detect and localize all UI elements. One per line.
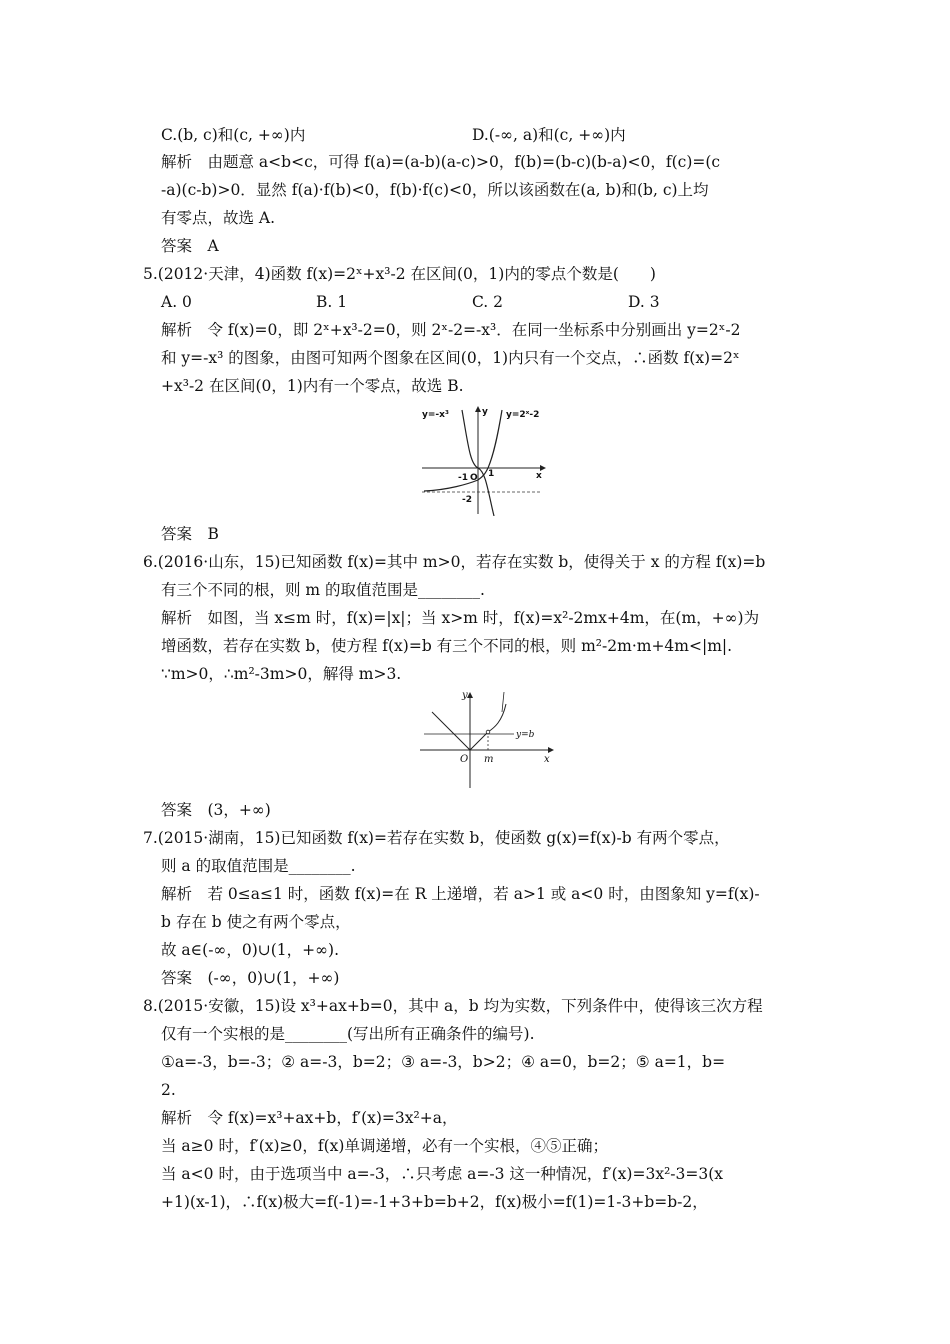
- q6-stem-line: 6.(2016·山东，15)已知函数 f(x)=其中 m>0，若存在实数 b，使得关于 x 的方程 f(x)=b: [143, 553, 766, 571]
- q4-option-d: D.(-∞, a)和(c, +∞)内: [472, 126, 626, 144]
- label-exp: y=2ˣ-2: [506, 410, 540, 420]
- q7-answer: 答案 (-∞，0)∪(1，+∞): [161, 969, 340, 987]
- label-y-b: y=b: [516, 730, 535, 740]
- q6-answer: 答案 (3，+∞): [161, 801, 271, 819]
- quad-lead: [502, 692, 504, 712]
- q7-stem-line: 则 a 的取值范围是________.: [161, 857, 356, 875]
- y-axis-label: y: [462, 690, 468, 701]
- q8-stem-line: 8.(2015·安徽，15)设 x³+ax+b=0，其中 a，b 均为实数，下列条件中，使得该三次方程: [143, 997, 763, 1015]
- q6-figure: [418, 690, 558, 790]
- q7-analysis-line: 解析 若 0≤a≤1 时，函数 f(x)=在 R 上递增，若 a>1 或 a<0 时，由图象知 y=f(x)-: [161, 885, 760, 903]
- q5-option-d: D. 3: [628, 293, 660, 311]
- q4-analysis-line: -a)(c-b)>0．显然 f(a)·f(b)<0，f(b)·f(c)<0，所以该函数在(a, b)和(b, c)上均: [161, 181, 709, 199]
- q5-analysis-line: 和 y=-x³ 的图象，由图可知两个图象在区间(0，1)内只有一个交点，∴函数 f(x)=2ˣ: [161, 349, 740, 367]
- q8-analysis-line: +1)(x-1)，∴f(x)极大=f(-1)=-1+3+b=b+2，f(x)极小=f(1)=1-3+b=b-2，: [161, 1193, 708, 1211]
- q4-analysis-line: 解析 由题意 a<b<c，可得 f(a)=(a-b)(a-c)>0，f(b)=(b-c)(b-a)<0，f(c)=(c: [161, 153, 721, 171]
- q5-analysis-line: 解析 令 f(x)=0，即 2ˣ+x³-2=0，则 2ˣ-2=-x³．在同一坐标系中分别画出 y=2ˣ-2: [161, 321, 741, 339]
- tick-neg1: -1: [458, 473, 468, 483]
- abs-curve: [432, 712, 488, 750]
- x-axis-arrow: [548, 747, 554, 753]
- q5-analysis-line: +x³-2 在区间(0，1)内有一个零点，故选 B.: [161, 377, 464, 395]
- q4-option-c: C.(b, c)和(c, +∞)内: [161, 126, 306, 144]
- q5-option-a: A. 0: [161, 293, 192, 311]
- q8-conditions-line: 2.: [161, 1081, 176, 1099]
- q7-stem-line: 7.(2015·湖南，15)已知函数 f(x)=若存在实数 b，使函数 g(x)=f(x)-b 有两个零点，: [143, 829, 730, 847]
- q8-analysis-line: 当 a<0 时，由于选项当中 a=-3，∴只考虑 a=-3 这一种情况，f′(x)=3x²-3=3(x: [161, 1165, 724, 1183]
- q4-answer: 答案 A: [161, 237, 219, 255]
- y-axis-arrow: [467, 692, 473, 698]
- q7-analysis-line: b 存在 b 使之有两个零点，: [161, 913, 351, 931]
- q6-stem-line: 有三个不同的根，则 m 的取值范围是________.: [161, 581, 485, 599]
- q5-option-c: C. 2: [472, 293, 504, 311]
- origin-label: O: [470, 473, 478, 483]
- y-axis-label: y: [482, 407, 488, 417]
- q5-stem: 5.(2012·天津，4)函数 f(x)=2ˣ+x³-2 在区间(0，1)内的零点个数是( ): [143, 265, 656, 283]
- q5-answer: 答案 B: [161, 525, 219, 543]
- tick-1: 1: [488, 469, 495, 479]
- q5-figure: [418, 404, 548, 516]
- tick-neg2: -2: [462, 495, 472, 505]
- q7-analysis-line: 故 a∈(-∞，0)∪(1，+∞).: [161, 941, 340, 959]
- open-point: [486, 730, 490, 734]
- q8-analysis-line: 当 a≥0 时，f′(x)≥0，f(x)单调递增，必有一个实根，④⑤正确；: [161, 1137, 608, 1155]
- q8-stem-line: 仅有一个实根的是________(写出所有正确条件的编号).: [161, 1025, 535, 1043]
- q6-analysis-line: ∵m>0，∴m²-3m>0，解得 m>3.: [161, 665, 402, 683]
- x-axis-label: x: [536, 471, 542, 481]
- origin-label: O: [460, 754, 469, 765]
- q6-analysis-line: 解析 如图，当 x≤m 时，f(x)=|x|；当 x>m 时，f(x)=x²-2mx+4m，在(m，+∞)为: [161, 609, 760, 627]
- tick-m: m: [484, 754, 494, 765]
- label-neg-cube: y=-x³: [422, 410, 449, 420]
- quadratic-curve: [488, 704, 506, 732]
- q8-analysis-line: 解析 令 f(x)=x³+ax+b，f′(x)=3x²+a，: [161, 1109, 458, 1127]
- q5-option-b: B. 1: [316, 293, 348, 311]
- x-axis-label: x: [544, 754, 550, 765]
- y-axis-arrow: [475, 406, 481, 412]
- q8-conditions-line: ①a=-3，b=-3；② a=-3，b=2；③ a=-3，b>2；④ a=0，b=2；⑤ a=1，b=: [161, 1053, 726, 1071]
- q4-analysis-line: 有零点，故选 A.: [161, 209, 276, 227]
- q6-analysis-line: 增函数，若存在实数 b，使方程 f(x)=b 有三个不同的根，则 m²-2m·m+4m<|m|.: [161, 637, 733, 655]
